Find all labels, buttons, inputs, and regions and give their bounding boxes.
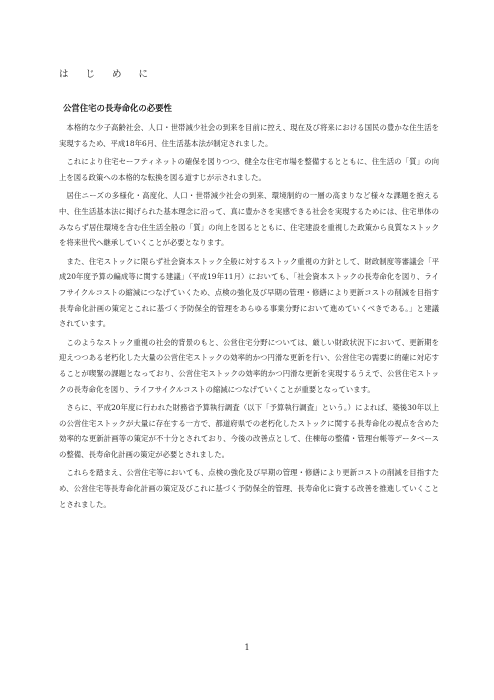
paragraph-6: さらに、平成20年度に行われた財務省予算執行調査（以下「予算執行調査」という。）によれば、築後30年以上の公営住宅ストックが大量に存在する一方で、都道府県での老朽化したストックに関する長寿命化の視点を含めた効率的な更新計画等の策定が不十分とされており、今後の改善点として、住棟毎の整備・管理台帳等データベースの整備、長寿命化計画の策定が必要とされました。: [59, 403, 439, 459]
paragraph-7: これらを踏まえ、公営住宅等においても、点検の強化及び早期の管理・修繕により更新コストの削減を目指すため、公営住宅等長寿命化計画の策定及びこれに基づく予防保全的管理、長寿命化に資する改善を推進していくこととされました。: [59, 468, 439, 509]
paragraph-5: このようなストック重視の社会的背景のもと、公営住宅分野については、厳しい財政状況下において、更新期を迎えつつある老朽化した大量の公営住宅ストックの効率的かつ円滑な更新を行い、公営住宅の需要に的確に対応することが喫緊の課題となっており、公営住宅ストックの効率的かつ円滑な更新を実現するうえで、公営住宅ストックの長寿命化を図り、ライフサイクルコストの縮減につなげていくことが重要となっています。: [59, 337, 439, 394]
paragraph-3: 居住ニーズの多様化・高度化、人口・世帯減少社会の到来、環境制約の一層の高まりなど様々な課題を抱える中、住生活基本法に掲げられた基本理念に沿って、真に豊かさを実感できる社会を実現するためには、住宅単体のみならず居住環境を含む住生活全般の「質」の向上を図るとともに、住宅建設を重視した政策から良質なストックを将来世代へ継承していくことが必要となります。: [59, 191, 439, 248]
page-heading: は じ め に: [59, 69, 156, 80]
paragraph-1: 本格的な少子高齢社会、人口・世帯減少社会の到来を目前に控え、現在及び将来における国民の豊かな住生活を実現するため、平成18年6月、住生活基本法が制定されました。: [59, 123, 439, 148]
page-number: 1: [244, 643, 250, 652]
section-title: 公営住宅の長寿命化の必要性: [63, 103, 172, 113]
paragraph-4: また、住宅ストックに限らず社会資本ストック全般に対するストック重視の方針として、財政制度等審議会「平成20年度予算の編成等に関する建議」（平成19年11月）においても、「社会資本ストックの長寿命化を図り、ライフサイクルコストの縮減につなげていくため、点検の強化及び早期の管理・修繕により更新コストの削減を目指す長寿命化計画の策定とこれに基づく予防保全的管理をあらゆる事業分野において進めていくべきである。」と建議されています。: [59, 256, 439, 329]
paragraph-2: これにより住宅セーフティネットの確保を図りつつ、健全な住宅市場を整備するとともに、住生活の「質」の向上を図る政策への本格的な転換を図る道すじが示されました。: [59, 157, 439, 182]
